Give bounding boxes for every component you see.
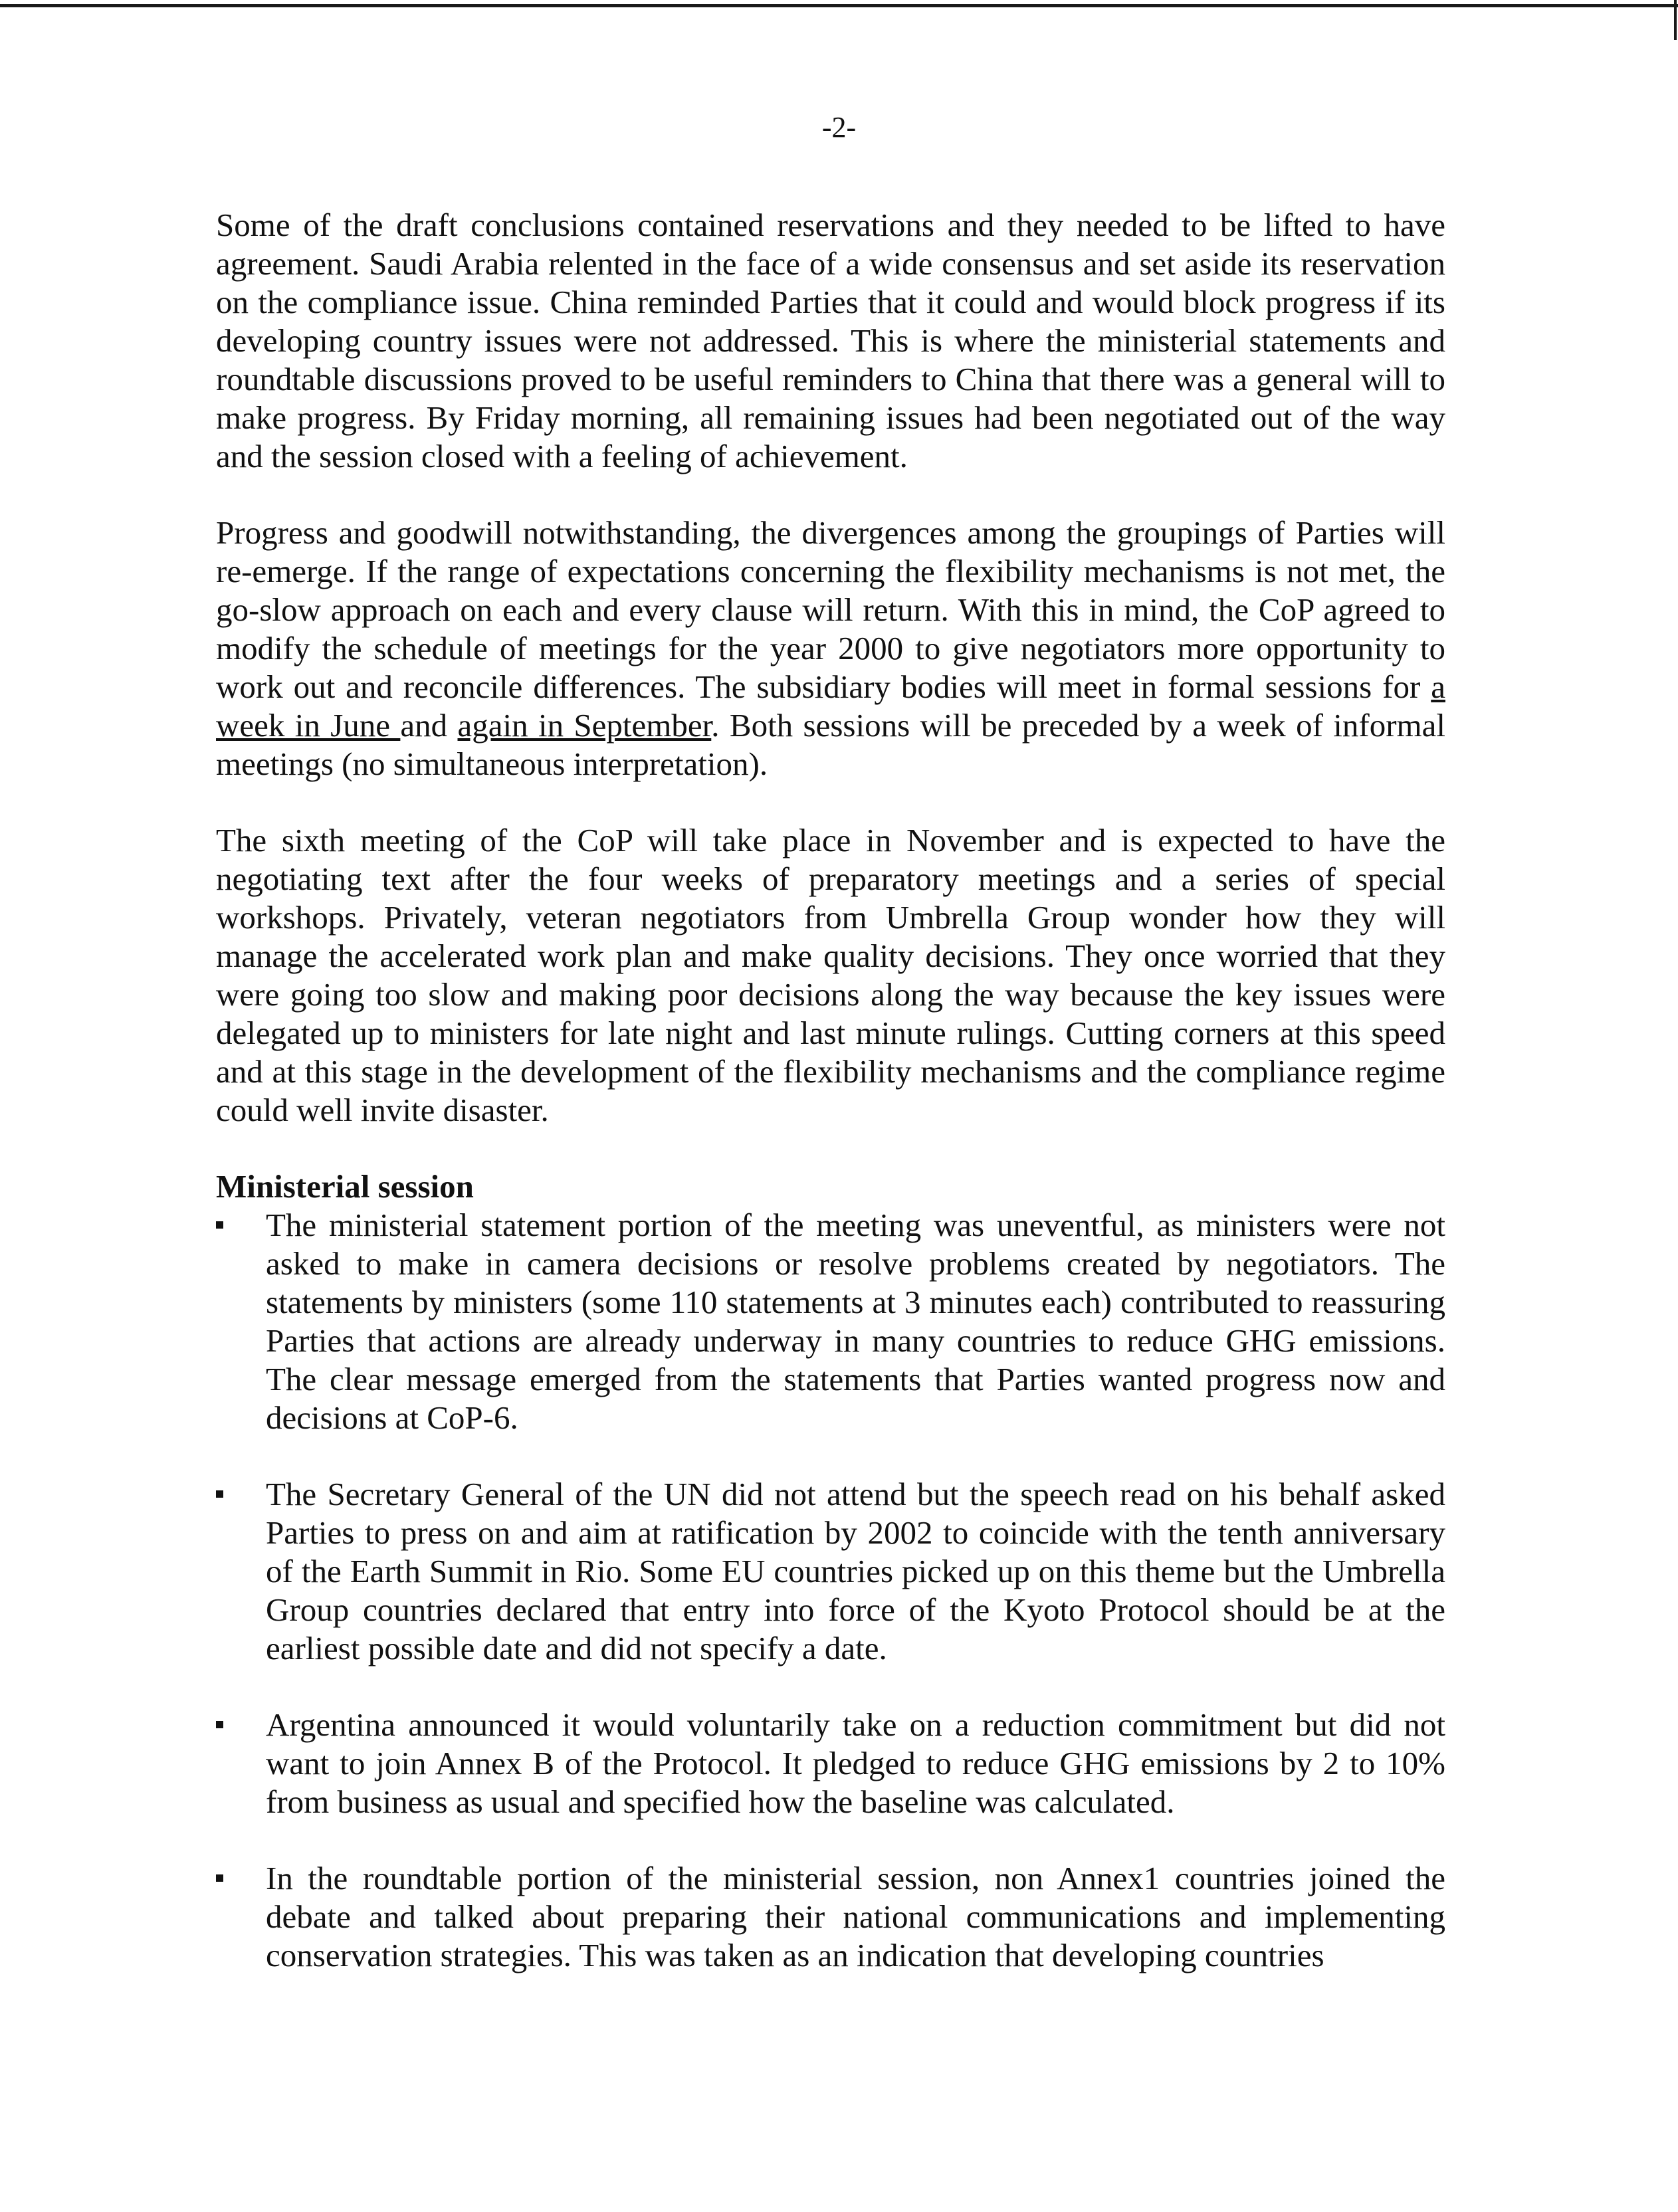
paragraph-text: and	[400, 707, 458, 744]
bullet-text: Argentina announced it would voluntarily take on a reduction commitment but did not want to join Annex B of the Protocol. It pledged to reduce GHG emissions by 2 to 10% from business as usual and specified how the baseline was calculated.	[266, 1706, 1445, 1820]
bullet-text: The Secretary General of the UN did not attend but the speech read on his behalf asked Parties to press on and aim at ratification by 2002 to coincide with the tenth anniversary of the Earth Summit in Rio. Some EU countries picked up on this theme but the Umbrella Group countries declared that entry into force of the Kyoto Protocol should be at the earliest possible date and did not specify a date.	[266, 1476, 1445, 1666]
document-body	[216, 206, 1445, 2013]
top-border-line	[0, 4, 1678, 7]
bullet-icon	[216, 1874, 223, 1882]
paragraph-text: Progress and goodwill notwithstanding, the divergences among the groupings of Parties will re-emerge. If the range of expectations concerning the flexibility mechanisms is not met, the go-slow approach on each and every clause will return. With this in mind, the CoP agreed to modify the schedule of meetings for the year 2000 to give negotiators more opportunity to work out and reconcile differences. The subsidiary bodies will meet in formal sessions for	[216, 514, 1445, 705]
paragraph-draft-conclusions: Some of the draft conclusions contained reservations and they needed to be lifted to have agreement. Saudi Arabia relented in the face of a wide consensus and set aside its reservation on the compliance issue. China reminded Parties that it could and would block progress if its developing country issues were not addressed. This is where the ministerial statements and roundtable discussions proved to be useful reminders to China that there was a general will to make progress. By Friday morning, all remaining issues had been negotiated out of the way and the session closed with a feeling of achievement.	[216, 207, 1445, 474]
bullet-icon	[216, 1490, 223, 1498]
right-border-mark	[1674, 0, 1677, 40]
paragraph-sixth-meeting: The sixth meeting of the CoP will take place in November and is expected to have the negotiating text after the four weeks of preparatory meetings and a series of special workshops. Privately, veteran negotiators from Umbrella Group wonder how they will manage the accelerated work plan and make quality decisions. They once worried that they were going too slow and making poor decisions along the way because the key issues were delegated up to ministers for late night and last minute rulings. Cutting corners at this speed and at this stage in the development of the flexibility mechanisms and the compliance regime could well invite disaster.	[216, 822, 1445, 1128]
paragraph-progress-goodwill	[216, 514, 1445, 783]
page-number: -2-	[821, 111, 857, 144]
section-heading: Ministerial session	[216, 1168, 474, 1205]
underlined-september: again in September	[457, 707, 712, 744]
bullet-item	[216, 1206, 1445, 1437]
bullet-item	[216, 1859, 1445, 1975]
bullet-item	[216, 1475, 1445, 1668]
bullet-text: The ministerial statement portion of the meeting was uneventful, as ministers were not asked to make in camera decisions or resolve problems created by negotiators. The statements by ministers (some 110 statements at 3 minutes each) contributed to reassuring Parties that actions are already underway in many countries to reduce GHG emissions. The clear message emerged from the statements that Parties wanted progress now and decisions at CoP-6.	[266, 1207, 1445, 1436]
paragraph-text: . Both sessions will be preceded by a week of informal meetings (no simultaneous interpretation).	[216, 707, 1445, 782]
underlined-june: a week in June	[216, 668, 1445, 744]
bullet-icon	[216, 1721, 223, 1728]
bullet-icon	[216, 1221, 223, 1229]
bullet-text: In the roundtable portion of the ministerial session, non Annex1 countries joined the debate and talked about preparing their national communications and implementing conservation strategies. This was taken as an indication that developing countries	[266, 1860, 1445, 1973]
bullet-item	[216, 1706, 1445, 1821]
